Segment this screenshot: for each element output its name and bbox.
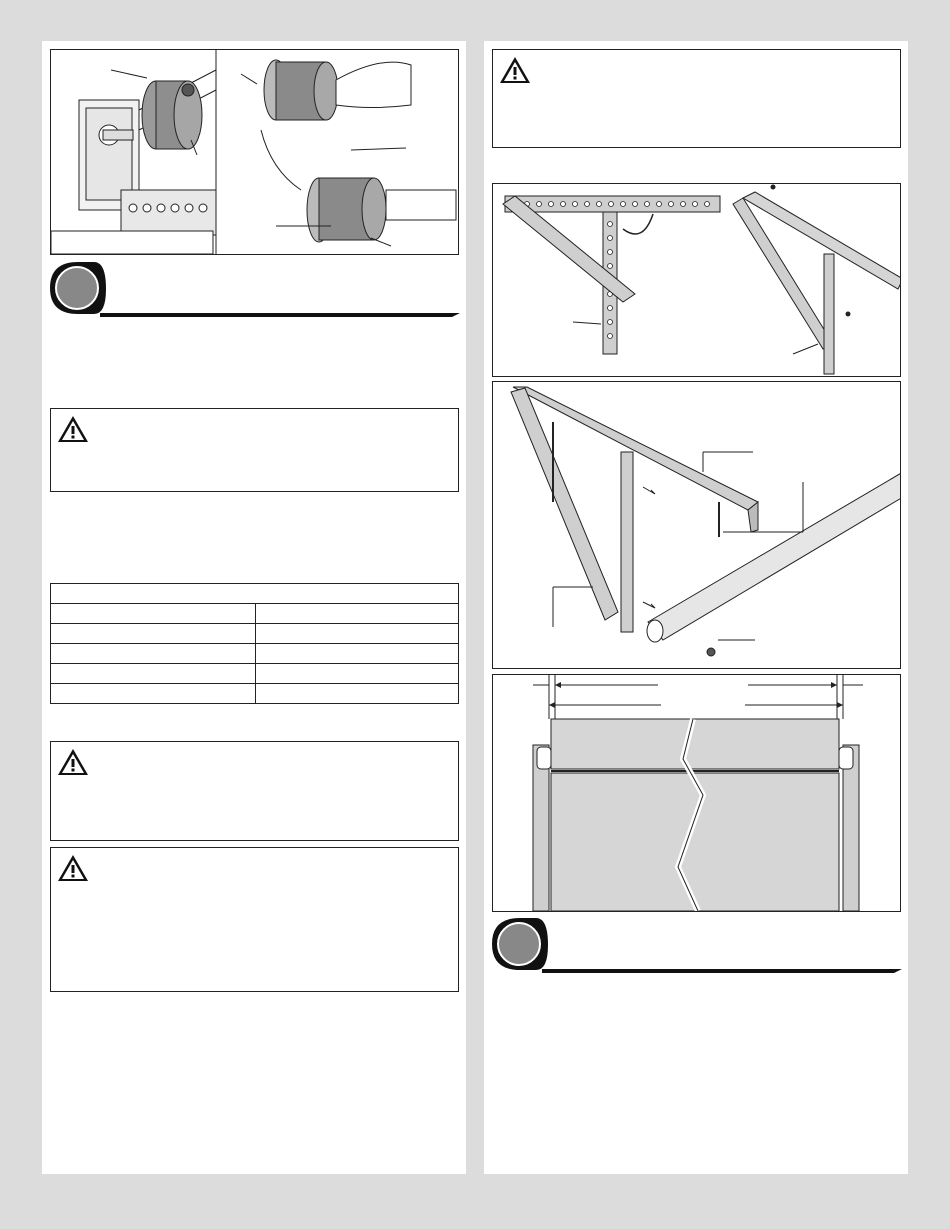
warning-box [50, 741, 459, 841]
left-column [42, 41, 466, 1174]
warning-triangle-icon [57, 748, 89, 776]
rail-illustration [493, 382, 900, 668]
right-column [484, 41, 908, 1174]
table-row [51, 604, 459, 624]
table-row [51, 644, 459, 664]
warning-box [50, 847, 459, 992]
table-row [51, 624, 459, 644]
drum-illustration [51, 50, 458, 254]
door-opening-figure [492, 674, 901, 912]
warning-box [492, 49, 901, 148]
step-header [48, 259, 460, 317]
spec-table [50, 583, 459, 704]
table-row [51, 664, 459, 684]
warning-triangle-icon [57, 854, 89, 882]
drum-installation-figure [50, 49, 459, 255]
warning-triangle-icon [499, 56, 531, 84]
warning-box [50, 408, 459, 492]
step-badge [490, 915, 902, 973]
warning-triangle-icon [57, 415, 89, 443]
door-illustration [493, 675, 900, 911]
bracket-assembly-figure [492, 183, 901, 377]
table-header [51, 584, 459, 604]
step-badge [48, 259, 460, 317]
step-header [490, 915, 902, 973]
bracket-illustration [493, 184, 900, 376]
rail-attachment-figure [492, 381, 901, 669]
table-row [51, 684, 459, 704]
